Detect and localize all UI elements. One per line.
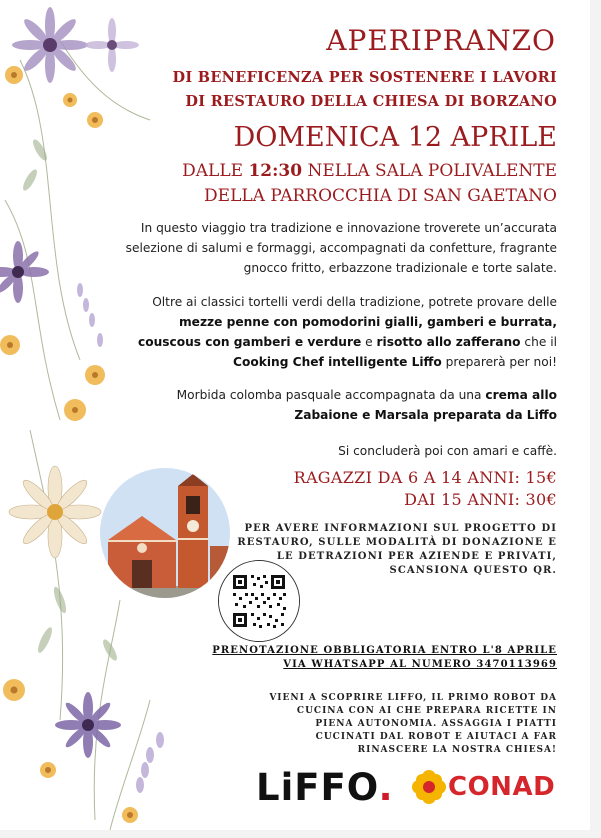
liffo-promo-text — [269, 692, 557, 757]
event-time-line — [182, 161, 557, 181]
dessert-paragraph — [157, 385, 557, 425]
conad-logo — [412, 770, 555, 804]
menu-bold-2: risotto allo zafferano — [376, 335, 521, 349]
menu-paragraph — [117, 292, 557, 372]
menu-bold-3: Cooking Chef intelligente Liffo — [233, 355, 442, 369]
menu-text-1: Oltre ai classici tortelli verdi della tradizione, potrete provare delle — [152, 295, 557, 309]
event-title: APERIPRANZO — [326, 24, 556, 57]
qr-info-line: SCANSIONA QUESTO QR. — [389, 565, 557, 576]
intro-paragraph: In questo viaggio tra tradizione e innovazione troverete un’accurata selezione di salumi e formaggi, accompagnati da confetture, fragrante gnocco fritto, erbazzone tradizionale e torte salate. — [125, 221, 557, 275]
liffo-logo-dot: . — [378, 766, 394, 809]
promo-line: PIENA AUTONOMIA. ASSAGGIA I PIATTI — [315, 719, 557, 729]
time-suffix: NELLA SALA POLIVALENTE — [302, 161, 557, 181]
qr-info-line: LE DETRAZIONI PER AZIENDE E PRIVATI, — [276, 551, 557, 562]
promo-line: RINASCERE LA NOSTRA CHIESA! — [357, 745, 557, 755]
event-date: DOMENICA 12 APRILE — [233, 122, 557, 153]
promo-line: CUCINA CON AI CHE PREPARA RICETTE IN — [296, 706, 557, 716]
event-subtitle-line2: DI RESTAURO DELLA CHIESA DI BORZANO — [185, 93, 557, 110]
dessert-text: Morbida colomba pasquale accompagnata da una — [176, 388, 486, 402]
qr-code[interactable] — [218, 560, 300, 642]
qr-info-line: PER AVERE INFORMAZIONI SUL PROGETTO DI — [244, 523, 557, 534]
time-prefix: DALLE — [182, 161, 249, 181]
promo-line: VIENI A SCOPRIRE LIFFO, IL PRIMO ROBOT DA — [269, 693, 557, 703]
closing-paragraph: Si concluderà poi con amari e caffè. — [338, 444, 557, 458]
promo-line: CUCINATI DAL ROBOT E AIUTACI A FAR — [315, 732, 557, 742]
lavender-flower — [12, 7, 88, 83]
dessert-bold: crema allo Zabaione e Marsala preparata da Liffo — [294, 388, 557, 422]
price-kids: RAGAZZI DA 6 A 14 ANNI: 15€ — [293, 468, 557, 487]
conad-logo-text: CONAD — [448, 772, 556, 802]
booking-line2: VIA WHATSAPP AL NUMERO 3470113969 — [283, 659, 557, 670]
qr-info-line: RESTAURO, SULLE MODALITÀ DI DONAZIONE E — [237, 537, 557, 548]
liffo-logo-text: LiFFO — [256, 766, 379, 809]
church-photo — [100, 468, 230, 598]
menu-bold-1: mezze penne con pomodorini gialli, gamberi e burrata, couscous con gamberi e verdure — [137, 315, 557, 349]
event-place-line: DELLA PARROCCHIA DI SAN GAETANO — [204, 186, 557, 206]
event-subtitle-line1: DI BENEFICENZA PER SOSTENERE I LAVORI — [172, 69, 557, 86]
booking-line1: PRENOTAZIONE OBBLIGATORIA ENTRO L'8 APRILE — [212, 645, 557, 656]
menu-text-4: preparerà per noi! — [441, 355, 557, 369]
liffo-logo — [256, 766, 394, 809]
time-value: 12:30 — [248, 161, 303, 181]
conad-flower-icon — [412, 770, 446, 804]
menu-text-2: e — [361, 335, 377, 349]
menu-text-3: che il — [520, 335, 557, 349]
price-adults: DAI 15 ANNI: 30€ — [404, 490, 557, 509]
